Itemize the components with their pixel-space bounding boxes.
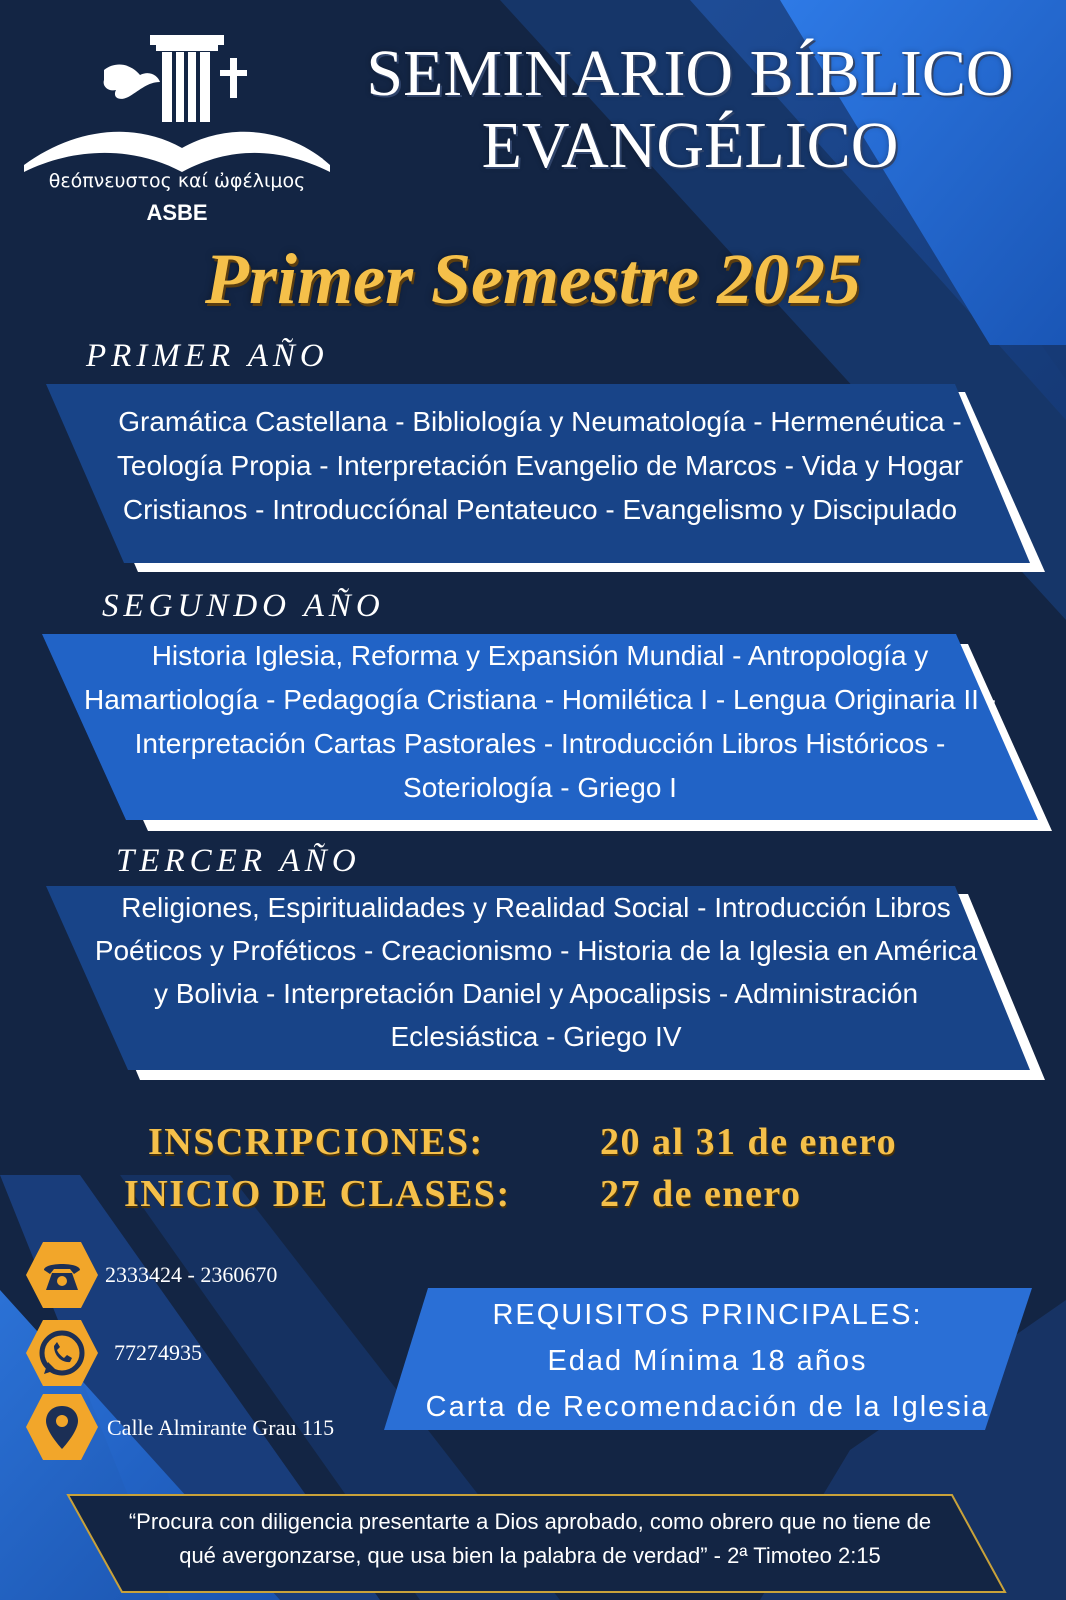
year-label-third: TERCER AÑO: [116, 843, 361, 879]
title-line-2: EVANGÉLICO: [481, 109, 899, 182]
requirements-title: REQUISITOS PRINCIPALES:: [492, 1299, 923, 1331]
courses-first-year: Gramática Castellana - Bibliología y Neumatología - Hermenéutica - Teología Propia - Interpretación Evangelio de Marcos - Vida y Hogar Cristianos - Introduccíónal Pentateuco - Evangelismo y Discipulado: [116, 406, 964, 525]
registration-dates: 20 al 31 de enero: [600, 1121, 898, 1163]
logo-abbreviation: ASBE: [146, 200, 208, 225]
courses-second-year: Historia Iglesia, Reforma y Expansión Mundial - Antropología y Hamartiología - Pedagogía Cristiana - Homilética I - Lengua Originaria II - Interpretación Cartas Pastorales - Introducción Libros Históricos - Soteriología - Griego I: [84, 640, 996, 803]
classes-start-label: INICIO DE CLASES:: [124, 1173, 511, 1215]
courses-third-year: Religiones, Espiritualidades y Realidad Social - Introducción Libros Poéticos y Proféticos - Creacionismo - Historia de la Iglesia en América y Bolivia - Interpretación Daniel y Apocalipsis - Administración Eclesiástica - Griego IV: [94, 892, 978, 1052]
phone-icon: [24, 1240, 100, 1310]
whatsapp-icon: [24, 1318, 100, 1388]
requirement-recommendation-letter: Carta de Recomendación de la Iglesia: [425, 1391, 990, 1423]
registration-label: INSCRIPCIONES:: [148, 1121, 484, 1163]
classes-start-date: 27 de enero: [600, 1173, 802, 1215]
year-label-first: PRIMER AÑO: [86, 338, 329, 374]
requirement-minimum-age: Edad Mínima 18 años: [547, 1345, 868, 1377]
bible-verse: “Procura con diligencia presentarte a Dios aprobado, como obrero que no tiene de qué avergonzarse, que usa bien la palabra de verdad” - 2ª Timoteo 2:15: [128, 1509, 932, 1568]
title-line-1: SEMINARIO BÍBLICO: [366, 37, 1014, 110]
logo-motto: θεόπνευστος καί ὠφέλιμος: [48, 170, 306, 192]
year-label-second: SEGUNDO AÑO: [102, 588, 385, 624]
address[interactable]: Calle Almirante Grau 115: [107, 1415, 335, 1440]
semester-heading: Primer Semestre 2025: [205, 239, 861, 319]
location-pin-icon: [24, 1392, 100, 1462]
whatsapp-number[interactable]: 77274935: [114, 1340, 202, 1365]
phone-numbers[interactable]: 2333424 - 2360670: [105, 1262, 278, 1287]
